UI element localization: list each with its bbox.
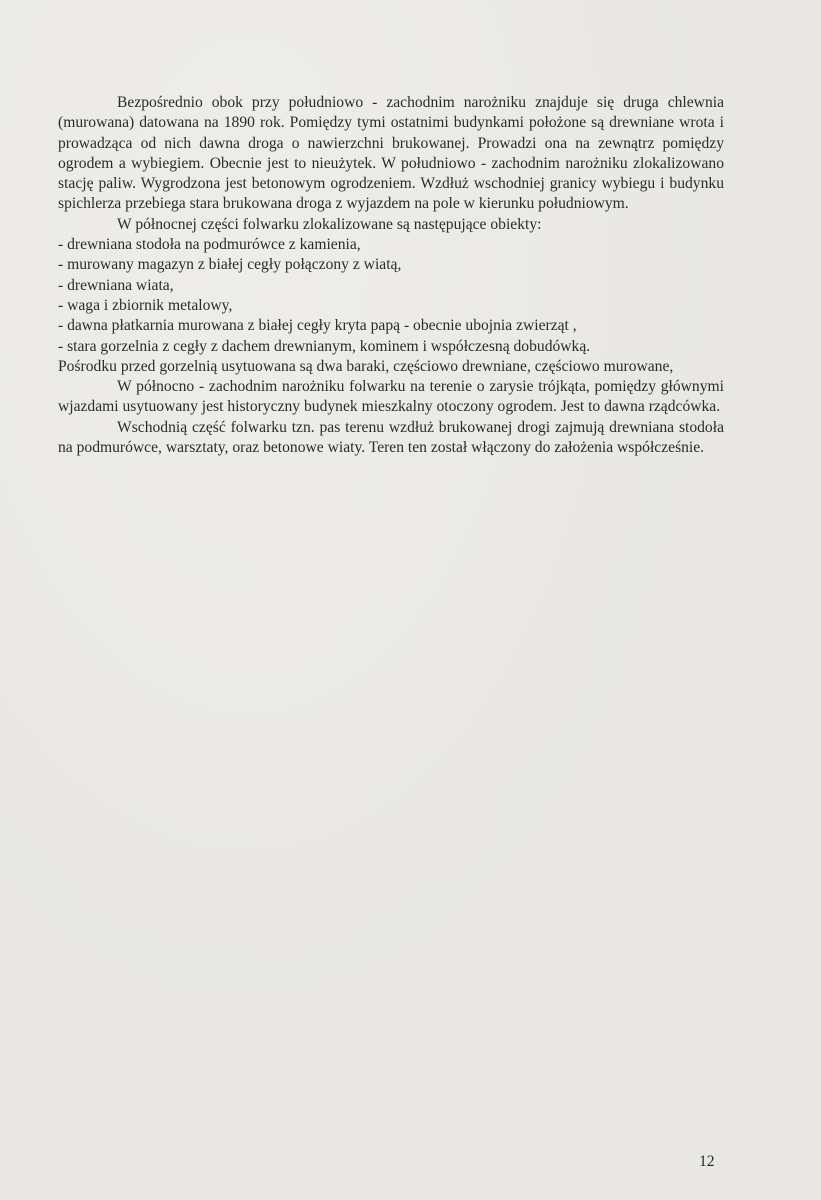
paragraph-1: Bezpośrednio obok przy południowo - zachodnim narożniku znajduje się druga chlewnia (murowana) datowana na 1890 rok. Pomiędzy tymi ostatnimi budynkami położone są drewniane wrota i prowadząca od nich dawna droga o nawierzchni brukowanej. Prowadzi ona na zewnątrz pomiędzy ogrodem a wybiegiem. Obecnie jest to nieużytek. W południowo - zachodnim narożniku zlokalizowano stację paliw. Wygrodzona jest betonowym ogrodzeniem. Wzdłuż wschodniej granicy wybiegu i budynku spichlerza przebiega stara brukowana droga z wyjazdem na pole w kierunku południowym. [58, 94, 724, 213]
list-item-2: - murowany magazyn z białej cegły połączony z wiatą, [58, 256, 402, 274]
body-text [58, 93, 724, 458]
continuation-text: Pośrodku przed gorzelnią usytuowana są dwa baraki, częściowo drewniane, częściowo murowane, [58, 357, 674, 375]
paragraph-3: W północno - zachodnim narożniku folwarku na terenie o zarysie trójkąta, pomiędzy głównymi wjazdami usytuowany jest historyczny budynek mieszkalny otoczony ogrodem. Jest to dawna rządcówka. [58, 378, 724, 416]
list-item-3: - drewniana wiata, [58, 276, 174, 294]
list-item-6: - stara gorzelnia z cegły z dachem drewnianym, kominem i współczesną dobudówką. [58, 337, 591, 355]
list-item-4: - waga i zbiornik metalowy, [58, 296, 233, 314]
paragraph-2: W północnej części folwarku zlokalizowane są następujące obiekty: [117, 215, 542, 233]
list-item-5: - dawna płatkarnia murowana z białej cegły kryta papą - obecnie ubojnia zwierząt , [58, 317, 577, 335]
paragraph-4: Wschodnią część folwarku tzn. pas terenu wzdłuż brukowanej drogi zajmują drewniana stodoła na podmurówce, warsztaty, oraz betonowe wiaty. Teren ten został włączony do założenia współcześnie. [58, 418, 724, 457]
page-number: 12 [699, 1153, 715, 1170]
list-item-1: - drewniana stodoła na podmurówce z kamienia, [58, 236, 361, 254]
